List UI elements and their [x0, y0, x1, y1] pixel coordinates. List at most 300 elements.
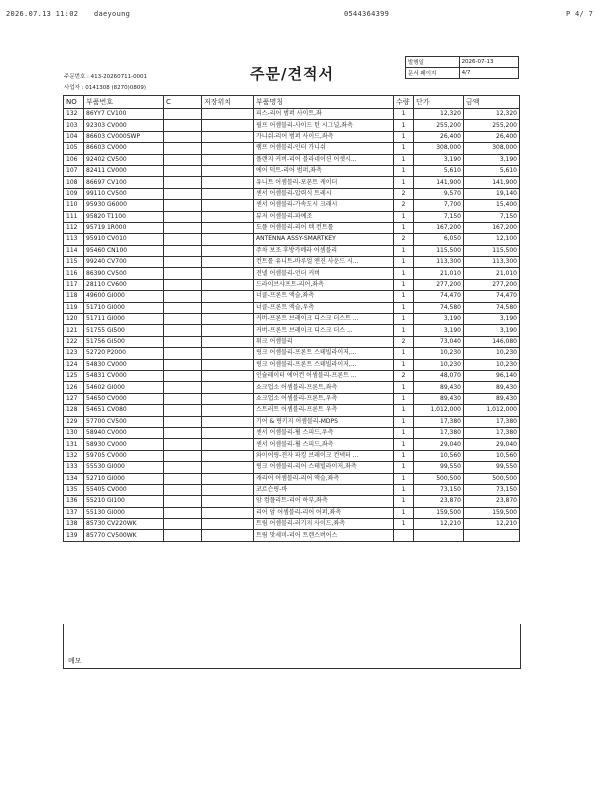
- row-qty: 1: [394, 348, 414, 359]
- row-no: 120: [64, 314, 84, 325]
- col-unit-price: 단가: [414, 96, 464, 109]
- row-storage: [202, 245, 254, 256]
- row-c: [164, 519, 202, 530]
- table-row: [64, 450, 520, 461]
- row-no: 137: [64, 507, 84, 518]
- table-row: [64, 245, 520, 256]
- row-qty: 1: [394, 473, 414, 484]
- row-c: [164, 234, 202, 245]
- row-storage: [202, 427, 254, 438]
- row-part-name: 에어 덕트-리어 범퍼,좌측: [254, 165, 394, 176]
- row-qty: 1: [394, 120, 414, 131]
- col-part-name: 부품명칭: [254, 96, 394, 109]
- row-part-name: 너클-프론트 액슬,좌측: [254, 291, 394, 302]
- row-qty: 1: [394, 359, 414, 370]
- row-part-number: 54830 CV000: [84, 359, 164, 370]
- row-no: 108: [64, 177, 84, 188]
- parts-table: [63, 95, 520, 542]
- row-qty: 1: [394, 325, 414, 336]
- row-part-number: 54651 CV080: [84, 405, 164, 416]
- row-part-name: 암 컴플리트-리어 하부,좌측: [254, 496, 394, 507]
- row-part-number: 86YY7 CV100: [84, 109, 164, 120]
- row-unit-price: 73,040: [414, 336, 464, 347]
- table-row: [64, 484, 520, 495]
- row-qty: 1: [394, 314, 414, 325]
- row-no: 103: [64, 120, 84, 131]
- row-qty: 1: [394, 222, 414, 233]
- row-part-number: 95460 CN100: [84, 245, 164, 256]
- table-row: [64, 370, 520, 381]
- row-qty: 1: [394, 393, 414, 404]
- row-no: 127: [64, 393, 84, 404]
- row-storage: [202, 120, 254, 131]
- row-part-name: 트림 어셈블리-러기지 사이드,좌측: [254, 519, 394, 530]
- row-no: 105: [64, 143, 84, 154]
- row-no: 122: [64, 336, 84, 347]
- row-part-number: 86603 CV000: [84, 143, 164, 154]
- row-amount: 74,580: [464, 302, 520, 313]
- row-part-name: 유니트 어셈블리-포폰트 케이더: [254, 177, 394, 188]
- table-row: [64, 222, 520, 233]
- table-row: [64, 165, 520, 176]
- row-part-number: 54831 CV000: [84, 370, 164, 381]
- row-part-name: 전넬 어셈블리-언더 커버: [254, 268, 394, 279]
- row-qty: 1: [394, 507, 414, 518]
- fax-page: P 4/ 7: [566, 10, 594, 18]
- table-row: [64, 530, 520, 541]
- col-amount: 금액: [464, 96, 520, 109]
- row-qty: 1: [394, 268, 414, 279]
- row-part-name: 플랜지 커버-리어 블라네이션 어셋시...: [254, 154, 394, 165]
- row-amount: 141,900: [464, 177, 520, 188]
- row-unit-price: 9,570: [414, 188, 464, 199]
- row-part-number: 99240 CV700: [84, 257, 164, 268]
- table-row: [64, 393, 520, 404]
- row-amount: 3,190: [464, 154, 520, 165]
- row-amount: 89,430: [464, 382, 520, 393]
- row-c: [164, 314, 202, 325]
- issue-date-label: 발행일: [406, 57, 460, 68]
- row-qty: 1: [394, 302, 414, 313]
- row-storage: [202, 382, 254, 393]
- row-part-number: 86603 CV000SWP: [84, 131, 164, 142]
- row-unit-price: 115,500: [414, 245, 464, 256]
- row-storage: [202, 234, 254, 245]
- row-no: 113: [64, 234, 84, 245]
- row-unit-price: 73,150: [414, 484, 464, 495]
- col-qty: 수량: [394, 96, 414, 109]
- row-c: [164, 416, 202, 427]
- row-amount: 23,870: [464, 496, 520, 507]
- row-c: [164, 109, 202, 120]
- table-row: [64, 462, 520, 473]
- table-row: [64, 234, 520, 245]
- row-qty: 1: [394, 291, 414, 302]
- row-storage: [202, 450, 254, 461]
- row-qty: 2: [394, 336, 414, 347]
- row-c: [164, 462, 202, 473]
- table-row: [64, 325, 520, 336]
- table-row: [64, 257, 520, 268]
- row-c: [164, 257, 202, 268]
- table-row: [64, 519, 520, 530]
- fax-datetime: 2026.07.13 11:02: [6, 10, 79, 18]
- row-storage: [202, 302, 254, 313]
- table-row: [64, 120, 520, 131]
- table-row: [64, 359, 520, 370]
- row-part-name: 쇼크업소 어셈블리-프론트,좌측: [254, 382, 394, 393]
- row-unit-price: 29,040: [414, 439, 464, 450]
- row-storage: [202, 268, 254, 279]
- row-part-number: 92402 CV500: [84, 154, 164, 165]
- row-amount: 146,080: [464, 336, 520, 347]
- row-qty: 1: [394, 143, 414, 154]
- row-no: 138: [64, 519, 84, 530]
- row-unit-price: 3,190: [414, 325, 464, 336]
- row-part-name: 커버-프론트 브레이크 디스크 더스 ...: [254, 325, 394, 336]
- row-storage: [202, 530, 254, 541]
- row-part-name: 센서 어셈블리-휠 스피드,우측: [254, 427, 394, 438]
- row-storage: [202, 314, 254, 325]
- row-qty: 1: [394, 382, 414, 393]
- row-qty: 1: [394, 154, 414, 165]
- row-part-number: 85770 CV500WK: [84, 530, 164, 541]
- table-row: [64, 439, 520, 450]
- row-amount: 113,300: [464, 257, 520, 268]
- table-row: [64, 188, 520, 199]
- row-unit-price: 141,900: [414, 177, 464, 188]
- row-c: [164, 291, 202, 302]
- row-unit-price: 89,430: [414, 393, 464, 404]
- row-unit-price: 74,470: [414, 291, 464, 302]
- row-no: 107: [64, 165, 84, 176]
- row-part-number: 49600 GI000: [84, 291, 164, 302]
- row-no: 131: [64, 439, 84, 450]
- table-row: [64, 268, 520, 279]
- row-part-number: 51711 GI000: [84, 314, 164, 325]
- row-storage: [202, 325, 254, 336]
- row-c: [164, 348, 202, 359]
- row-part-number: 58940 CV000: [84, 427, 164, 438]
- row-qty: 1: [394, 177, 414, 188]
- row-storage: [202, 200, 254, 211]
- row-c: [164, 279, 202, 290]
- memo-box: [63, 624, 521, 669]
- row-amount: 96,140: [464, 370, 520, 381]
- row-part-name: 센서 어셈블리-압력식 트레시: [254, 188, 394, 199]
- row-c: [164, 450, 202, 461]
- row-part-number: 95820 T1100: [84, 211, 164, 222]
- row-part-number: 54650 CV000: [84, 393, 164, 404]
- row-amount: [464, 530, 520, 541]
- row-part-name: 주차 보조 후방카메라 어셈블리: [254, 245, 394, 256]
- col-no: NO: [64, 96, 84, 109]
- row-unit-price: 12,320: [414, 109, 464, 120]
- row-no: 118: [64, 291, 84, 302]
- row-storage: [202, 405, 254, 416]
- row-part-number: 85730 CV220WK: [84, 519, 164, 530]
- row-amount: 12,100: [464, 234, 520, 245]
- row-amount: 3,190: [464, 314, 520, 325]
- row-c: [164, 302, 202, 313]
- row-no: 139: [64, 530, 84, 541]
- row-part-number: 51756 GI500: [84, 336, 164, 347]
- table-row: [64, 211, 520, 222]
- row-part-name: ANTENNA ASSY-SMARTKEY: [254, 234, 394, 245]
- row-part-name: 캐리어 어셈블리-리어 액슬,좌측: [254, 473, 394, 484]
- row-amount: 74,470: [464, 291, 520, 302]
- row-unit-price: 99,550: [414, 462, 464, 473]
- table-row: [64, 143, 520, 154]
- row-unit-price: 255,200: [414, 120, 464, 131]
- order-number: 주문번호 : 413-20260711-0001: [64, 74, 148, 80]
- table-row: [64, 427, 520, 438]
- row-part-name: 쇼크업소 어셈블리-프론트,우측: [254, 393, 394, 404]
- row-no: 124: [64, 359, 84, 370]
- row-part-name: 뷰저 어셈블리-파예조: [254, 211, 394, 222]
- row-no: 116: [64, 268, 84, 279]
- row-storage: [202, 507, 254, 518]
- row-no: 130: [64, 427, 84, 438]
- table-row: [64, 291, 520, 302]
- row-amount: 7,150: [464, 211, 520, 222]
- row-amount: 3,190: [464, 325, 520, 336]
- fax-phone: 0544364399: [344, 10, 390, 18]
- row-storage: [202, 439, 254, 450]
- col-c: C: [164, 96, 202, 109]
- table-row: [64, 416, 520, 427]
- row-unit-price: 277,200: [414, 279, 464, 290]
- doc-page-label: 문서 페이지: [406, 68, 460, 79]
- row-storage: [202, 211, 254, 222]
- row-part-name: 코르슨링-바: [254, 484, 394, 495]
- row-unit-price: 26,400: [414, 131, 464, 142]
- issue-date-value: 2026-07-13: [459, 57, 518, 68]
- row-storage: [202, 473, 254, 484]
- doc-page-value: 4/7: [459, 68, 518, 79]
- row-c: [164, 211, 202, 222]
- row-storage: [202, 143, 254, 154]
- table-row: [64, 177, 520, 188]
- row-no: 125: [64, 370, 84, 381]
- table-row: [64, 200, 520, 211]
- row-amount: 99,550: [464, 462, 520, 473]
- row-part-name: 트림 맛세미-리어 트랜스버어스: [254, 530, 394, 541]
- row-qty: 2: [394, 188, 414, 199]
- table-row: [64, 279, 520, 290]
- row-amount: 19,140: [464, 188, 520, 199]
- row-no: 112: [64, 222, 84, 233]
- row-unit-price: 308,000: [414, 143, 464, 154]
- table-row: [64, 507, 520, 518]
- row-c: [164, 143, 202, 154]
- row-unit-price: 159,500: [414, 507, 464, 518]
- row-storage: [202, 109, 254, 120]
- row-part-name: 센서 어셈블리-휠 스피드,좌측: [254, 439, 394, 450]
- row-part-number: 99110 CV500: [84, 188, 164, 199]
- row-part-name: 링크 어셈블리-프론트 스테빌라이저,...: [254, 359, 394, 370]
- row-qty: 1: [394, 211, 414, 222]
- row-amount: 21,010: [464, 268, 520, 279]
- row-no: 129: [64, 416, 84, 427]
- row-part-name: 센서 어셈블리-가속도시 크래시: [254, 200, 394, 211]
- row-unit-price: 3,190: [414, 314, 464, 325]
- row-amount: 17,380: [464, 427, 520, 438]
- row-qty: 1: [394, 245, 414, 256]
- row-part-number: 51710 GI000: [84, 302, 164, 313]
- row-storage: [202, 370, 254, 381]
- col-storage: 저장위치: [202, 96, 254, 109]
- table-row: [64, 109, 520, 120]
- row-unit-price: 500,500: [414, 473, 464, 484]
- row-no: 126: [64, 382, 84, 393]
- row-storage: [202, 519, 254, 530]
- row-unit-price: 167,200: [414, 222, 464, 233]
- row-qty: 1: [394, 496, 414, 507]
- row-part-name: 인슐레이터 에어컨 어셈블리-프론트 ...: [254, 370, 394, 381]
- row-amount: 255,200: [464, 120, 520, 131]
- row-amount: 17,380: [464, 416, 520, 427]
- row-c: [164, 359, 202, 370]
- row-qty: 2: [394, 370, 414, 381]
- row-part-number: 95719 1R000: [84, 222, 164, 233]
- row-c: [164, 427, 202, 438]
- row-no: 110: [64, 200, 84, 211]
- row-amount: 277,200: [464, 279, 520, 290]
- row-part-number: 92303 CV000: [84, 120, 164, 131]
- row-storage: [202, 257, 254, 268]
- row-storage: [202, 154, 254, 165]
- row-unit-price: 10,230: [414, 348, 464, 359]
- row-no: 123: [64, 348, 84, 359]
- row-part-name: 링크 어셈블리-리어 스테빌라이저,좌측: [254, 462, 394, 473]
- row-amount: 159,500: [464, 507, 520, 518]
- row-unit-price: 74,580: [414, 302, 464, 313]
- row-c: [164, 165, 202, 176]
- row-storage: [202, 416, 254, 427]
- row-amount: 500,500: [464, 473, 520, 484]
- row-no: 117: [64, 279, 84, 290]
- row-storage: [202, 291, 254, 302]
- row-qty: 1: [394, 484, 414, 495]
- col-part-number: 부품번호: [84, 96, 164, 109]
- row-storage: [202, 279, 254, 290]
- row-part-number: 58930 CV000: [84, 439, 164, 450]
- row-part-number: 59705 CV000: [84, 450, 164, 461]
- row-amount: 26,400: [464, 131, 520, 142]
- row-unit-price: 1,012,000: [414, 405, 464, 416]
- row-qty: 1: [394, 427, 414, 438]
- row-amount: 15,400: [464, 200, 520, 211]
- row-storage: [202, 348, 254, 359]
- row-storage: [202, 222, 254, 233]
- table-row: [64, 473, 520, 484]
- table-row: [64, 131, 520, 142]
- row-part-number: 95910 CV010: [84, 234, 164, 245]
- row-qty: 2: [394, 234, 414, 245]
- row-qty: 1: [394, 519, 414, 530]
- row-unit-price: 89,430: [414, 382, 464, 393]
- row-c: [164, 496, 202, 507]
- table-row: [64, 382, 520, 393]
- row-c: [164, 154, 202, 165]
- row-amount: 308,000: [464, 143, 520, 154]
- row-qty: 1: [394, 450, 414, 461]
- row-amount: 167,200: [464, 222, 520, 233]
- row-c: [164, 473, 202, 484]
- document-info-table: [405, 56, 519, 79]
- company-info: 사업자 : 0141308 (8270)0809): [64, 85, 146, 91]
- row-amount: 10,230: [464, 359, 520, 370]
- row-no: 121: [64, 325, 84, 336]
- table-header-row: [64, 96, 520, 109]
- row-c: [164, 393, 202, 404]
- table-row: [64, 314, 520, 325]
- row-c: [164, 507, 202, 518]
- row-storage: [202, 359, 254, 370]
- row-unit-price: 48,070: [414, 370, 464, 381]
- row-unit-price: 7,150: [414, 211, 464, 222]
- memo-label: 메모: [68, 657, 82, 665]
- row-qty: 1: [394, 279, 414, 290]
- row-storage: [202, 165, 254, 176]
- row-unit-price: 7,700: [414, 200, 464, 211]
- row-qty: 1: [394, 405, 414, 416]
- row-amount: 89,430: [464, 393, 520, 404]
- table-row: [64, 496, 520, 507]
- row-part-name: 리어 암 어셈블리-리어 어퍼,좌측: [254, 507, 394, 518]
- row-no: 104: [64, 131, 84, 142]
- row-qty: 1: [394, 439, 414, 450]
- row-unit-price: 17,380: [414, 427, 464, 438]
- row-part-name: 컨트롤 유니트-바루얼 엔진 사운드 시...: [254, 257, 394, 268]
- row-unit-price: 12,210: [414, 519, 464, 530]
- row-part-number: 95930 G6000: [84, 200, 164, 211]
- row-unit-price: 6,050: [414, 234, 464, 245]
- table-row: [64, 405, 520, 416]
- row-c: [164, 268, 202, 279]
- row-c: [164, 222, 202, 233]
- row-unit-price: 21,010: [414, 268, 464, 279]
- row-amount: 73,150: [464, 484, 520, 495]
- row-part-number: 86697 CV100: [84, 177, 164, 188]
- row-qty: 1: [394, 462, 414, 473]
- row-part-name: 램프 어셈블리-인터 가니쉬: [254, 143, 394, 154]
- row-part-number: 51755 GI500: [84, 325, 164, 336]
- row-qty: 1: [394, 165, 414, 176]
- row-part-name: 너클-프론트 액슬,우측: [254, 302, 394, 313]
- row-qty: 2: [394, 200, 414, 211]
- row-unit-price: 5,610: [414, 165, 464, 176]
- row-no: 136: [64, 496, 84, 507]
- row-qty: 1: [394, 416, 414, 427]
- row-part-name: 링크 어셈블리-프론트 스테빌라이저,...: [254, 348, 394, 359]
- row-c: [164, 188, 202, 199]
- row-no: 135: [64, 484, 84, 495]
- row-part-number: 52720 P2000: [84, 348, 164, 359]
- row-part-number: 54602 GI000: [84, 382, 164, 393]
- row-no: 133: [64, 462, 84, 473]
- row-no: 106: [64, 154, 84, 165]
- row-unit-price: 3,190: [414, 154, 464, 165]
- row-amount: 10,560: [464, 450, 520, 461]
- row-storage: [202, 177, 254, 188]
- page-title: 주문/견적서: [250, 65, 334, 83]
- row-part-number: 57700 CV500: [84, 416, 164, 427]
- row-storage: [202, 484, 254, 495]
- row-part-name: 기어 & 링키지 어셈블리-MDPS: [254, 416, 394, 427]
- row-no: 134: [64, 473, 84, 484]
